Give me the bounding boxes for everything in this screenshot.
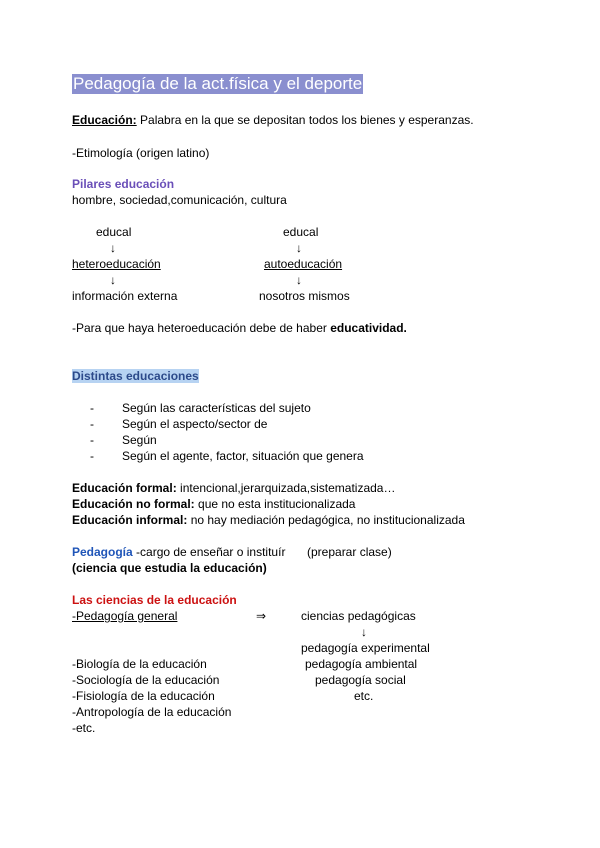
ciencia-right-item: pedagogía experimental bbox=[301, 641, 430, 655]
diagram-arrow-left-1: ↓ bbox=[110, 241, 116, 255]
hetero-note-bold: educatividad. bbox=[330, 321, 407, 335]
tipo-desc: no hay mediación pedagógica, no institucionalizada bbox=[187, 513, 465, 527]
diagram-right-top: educal bbox=[283, 225, 319, 239]
diagram-arrow-right-1: ↓ bbox=[296, 241, 302, 255]
tipo-term: Educación formal: bbox=[72, 481, 177, 495]
ciencia-left-item: -Sociología de la educación bbox=[72, 673, 220, 687]
pedagogia-line2: (ciencia que estudia la educación) bbox=[72, 561, 267, 575]
list-item bbox=[90, 449, 364, 463]
bullet-dash: - bbox=[90, 449, 94, 463]
diagram-arrow-right-2: ↓ bbox=[296, 273, 302, 287]
pedagogia-line bbox=[72, 545, 285, 559]
etimologia-line: -Etimología (origen latino) bbox=[72, 146, 210, 160]
ciencia-right-item: pedagogía ambiental bbox=[305, 657, 418, 671]
tipo-formal bbox=[72, 481, 395, 495]
diagram-left-top: educal bbox=[96, 225, 132, 239]
ciencia-left-item: -Fisiología de la educación bbox=[72, 689, 215, 703]
ciencia-right-item: etc. bbox=[354, 689, 374, 703]
pilares-heading: Pilares educación bbox=[72, 177, 175, 191]
tipo-informal bbox=[72, 513, 465, 527]
diagram-right-bottom: nosotros mismos bbox=[259, 289, 350, 303]
educacion-text: Palabra en la que se depositan todos los bienes y esperanzas. bbox=[136, 113, 474, 127]
ciencias-general: -Pedagogía general bbox=[72, 609, 178, 623]
tipo-term: Educación informal: bbox=[72, 513, 188, 527]
bullet-dash: - bbox=[90, 417, 94, 431]
list-item bbox=[90, 433, 157, 447]
ciencias-heading: Las ciencias de la educación bbox=[72, 593, 237, 607]
tipo-desc: intencional,jerarquizada,sistematizada… bbox=[176, 481, 396, 495]
list-item-text: Según bbox=[122, 433, 157, 447]
diagram-arrow-left-2: ↓ bbox=[110, 273, 116, 287]
implies-icon: ⇒ bbox=[256, 609, 267, 623]
ciencia-right-item: pedagogía social bbox=[315, 673, 406, 687]
bullet-dash: - bbox=[90, 433, 94, 447]
ciencias-arrow: ↓ bbox=[361, 625, 367, 639]
list-item bbox=[90, 401, 311, 415]
list-item-text: Según las características del sujeto bbox=[122, 401, 311, 415]
pedagogia-term: Pedagogía bbox=[72, 545, 133, 559]
pedagogia-extra: (preparar clase) bbox=[307, 545, 392, 559]
diagram-left-bottom: información externa bbox=[72, 289, 178, 303]
educacion-definition bbox=[72, 113, 474, 127]
hetero-note-text: -Para que haya heteroeducación debe de haber bbox=[72, 321, 331, 335]
distintas-heading: Distintas educaciones bbox=[72, 369, 199, 383]
pedagogia-desc: -cargo de enseñar o instituír bbox=[132, 545, 286, 559]
list-item bbox=[90, 417, 267, 431]
list-item-text: Según el aspecto/sector de bbox=[122, 417, 268, 431]
list-item-text: Según el agente, factor, situación que genera bbox=[122, 449, 364, 463]
ciencia-left-item: -Antropología de la educación bbox=[72, 705, 232, 719]
ciencias-pedagogicas: ciencias pedagógicas bbox=[301, 609, 416, 623]
educacion-term: Educación: bbox=[72, 113, 137, 127]
ciencia-left-item: -etc. bbox=[72, 721, 96, 735]
diagram-right-mid: autoeducación bbox=[264, 257, 343, 271]
bullet-dash: - bbox=[90, 401, 94, 415]
ciencia-left-item: -Biología de la educación bbox=[72, 657, 207, 671]
page-title: Pedagogía de la act.física y el deporte bbox=[73, 74, 363, 93]
tipo-no-formal bbox=[72, 497, 355, 511]
tipo-term: Educación no formal: bbox=[72, 497, 195, 511]
diagram-left-mid: heteroeducación bbox=[72, 257, 161, 271]
pilares-items: hombre, sociedad,comunicación, cultura bbox=[72, 193, 287, 207]
tipo-desc: que no esta institucionalizada bbox=[194, 497, 356, 511]
hetero-note bbox=[72, 321, 407, 335]
